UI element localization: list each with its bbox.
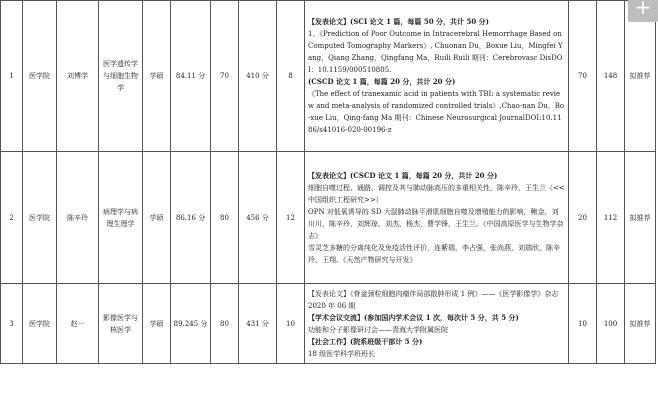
cell-score3: 431 分 [239, 284, 277, 364]
cell-college: 医学院 [23, 1, 57, 152]
cell-major: 医学遗传学与细胞生物学 [99, 1, 143, 152]
cell-name: 陈辛玲 [57, 152, 99, 284]
cell-degree: 学硕 [143, 152, 171, 284]
achievement-line: (CSCD 论文 1 篇，每篇 20 分，共计 20 分) [308, 77, 456, 86]
add-icon[interactable]: + [628, 0, 658, 22]
table-row [1, 284, 656, 364]
cell-name: 赵一 [57, 284, 99, 364]
cell-college: 医学院 [23, 152, 57, 284]
cell-bonus: 20 [569, 152, 597, 284]
achievement-line: 【发表论文】(SCI 论文 1 篇，每篇 50 分，共计 50 分) [308, 17, 489, 26]
achievement-line: 18 级医学科学班班长 [308, 349, 376, 358]
achievement-line: 【发表论文】《脊盆颈粒细胞肉瘤伴局部散肿形成 1 例》——《医学影像学》杂志 2020 年 06 期 [308, 289, 559, 310]
cell-major: 病理学与病理生理学 [99, 152, 143, 284]
achievement-line: 【发表论文】(CSCD 论文 1 篇，每篇 20 分，共计 20 分) [308, 170, 498, 180]
cell-total: 112 [597, 152, 625, 284]
cell-score3: 410 分 [239, 1, 277, 152]
cell-name: 刘博学 [57, 1, 99, 152]
cell-no: 1 [1, 1, 23, 152]
cell-total: 148 [597, 1, 625, 152]
cell-achievements [305, 284, 569, 364]
achievement-line: 【社会工作】(院系班级干部计 5 分) [308, 336, 423, 346]
cell-score1: 86.16 分 [171, 152, 211, 284]
achievement-line: 【学术会议交流】(参加国内学术会议 1 次，每次计 5 分，共 5 分) [308, 312, 519, 322]
cell-degree: 学硕 [143, 284, 171, 364]
cell-college: 医学院 [23, 284, 57, 364]
cell-rank: 8 [277, 1, 305, 152]
achievement-line: 功能和分子影像研讨会——青海大学附属医院 [308, 325, 448, 334]
cell-bonus: 70 [569, 1, 597, 152]
cell-degree: 学硕 [143, 1, 171, 152]
cell-rank: 12 [277, 152, 305, 284]
cell-achievements [305, 152, 569, 284]
cell-result: 拟推荐 [625, 284, 656, 364]
cell-score2: 80 [211, 152, 239, 284]
achievement-line: 1、《Prediction of Poor Outcome in Intracerebral Hemorrhage Based on Computed Tomography Markers》, Chuonan Du，Boxue Liu，Mingfei Yang，Qiang Zhang，Qingfang Ma，Ruili Ruili 期刊：Cerebrovasc DisDOI：10.1159/000510805. [308, 30, 563, 74]
cell-achievements [305, 1, 569, 152]
table-row [1, 1, 656, 152]
cell-rank: 10 [277, 284, 305, 364]
cell-no: 2 [1, 152, 23, 284]
achievement-line: 雪灵芝多糖的分离纯化及免疫活性评价，连紫瑞，李占强，张尚燕，刘瑞欣，陈辛玲，王翔。《天然产物研究与开发》 [308, 243, 560, 264]
cell-major: 影像医学与核医学 [99, 284, 143, 364]
cell-no: 3 [1, 284, 23, 364]
cell-score1: 89.245 分 [171, 284, 211, 364]
achievement-line: 细胞自噬过程、通路、调控及其与肺动脉高压的多重相关性，陈辛玲，王生兰（<<中国组织工程研究>>） [308, 183, 565, 204]
cell-score2: 80 [211, 284, 239, 364]
cell-bonus: 10 [569, 284, 597, 364]
cell-score2: 70 [211, 1, 239, 152]
cell-score3: 456 分 [239, 152, 277, 284]
table-row [1, 152, 656, 284]
cell-result: 拟推荐 [625, 1, 656, 152]
achievement-line: 《The effect of tranexamic acid in patients with TBI: a systematic review and meta-analysis of randomized controlled trials》,Chao-nan Du，Bo-xue Liu，Qing-fang Ma 期刊：Chinese Neurosurgical JournalDOI:10.1186/s41016-020-00196-z [308, 90, 565, 134]
cell-score1: 84.11 分 [171, 1, 211, 152]
cell-total: 100 [597, 284, 625, 364]
cell-result: 拟推荐 [625, 152, 656, 284]
achievement-line: OPN 对低氧诱导的 SD 大鼠肺动脉平滑肌细胞自噬及增殖能力的影响，鲍金，刘川川，陈辛玲，刘辉琼，刘杰，杨杰，曹学锋，王生兰。《中国高原医学与生物学杂志》 [308, 207, 564, 240]
